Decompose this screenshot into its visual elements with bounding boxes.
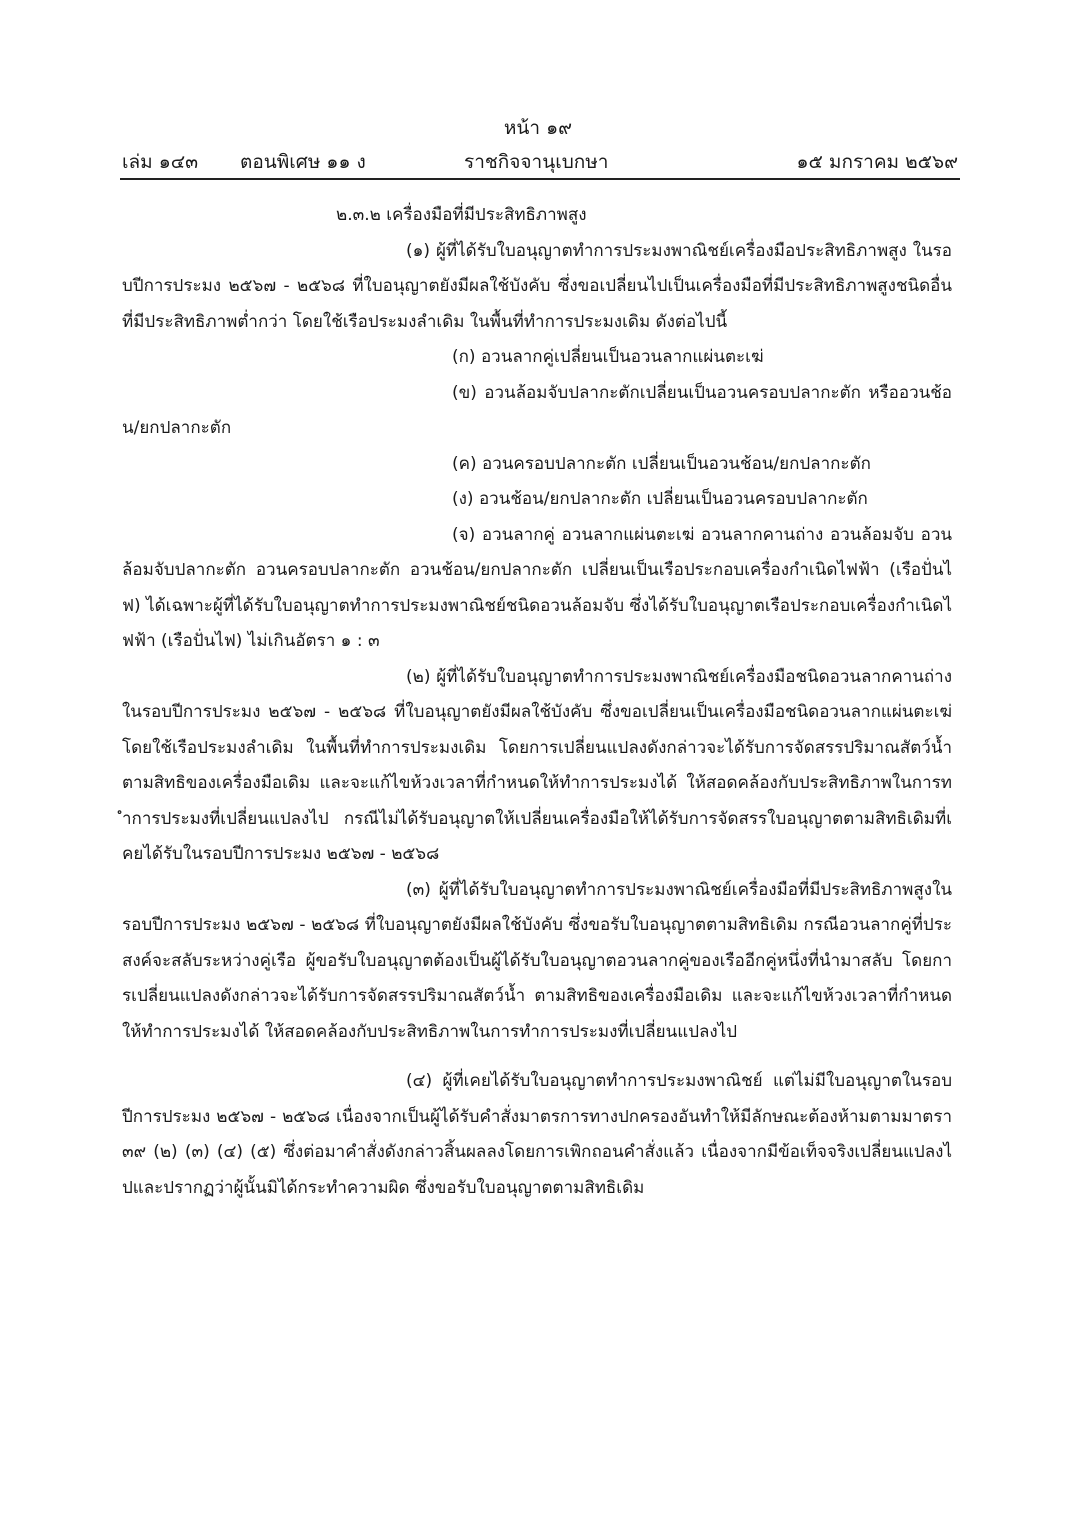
gazette-name: ราชกิจจานุเบกษา xyxy=(464,151,609,173)
paragraph-spacer xyxy=(122,1050,952,1064)
paragraph-4: (๔) ผู้ที่เคยได้รับใบอนุญาตทำการประมงพาณิชย์ แต่ไม่มีใบอนุญาตในรอบปีการประมง ๒๕๖๗ - ๒๕๖๘ เนื่องจากเป็นผู้ได้รับคำสั่งมาตรการทางปกครองอันทำให้มีลักษณะต้องห้ามตามมาตรา ๓๙ (๒) (๓) (๔) (๕) ซึ่งต่อมาคำสั่งดังกล่าวสิ้นผลลงโดยการเพิกถอนคำสั่งแล้ว เนื่องจากมีข้อเท็จจริงเปลี่ยนแปลงไปและปรากฏว่าผู้นั้นมิได้กระทำความผิด ซึ่งขอรับใบอนุญาตตามสิทธิเดิม xyxy=(122,1071,952,1198)
issue-number: ตอนพิเศษ ๑๑ ง xyxy=(240,151,366,173)
paragraph-1: (๑) ผู้ที่ได้รับใบอนุญาตทำการประมงพาณิชย์เครื่องมือประสิทธิภาพสูง ในรอบปีการประมง ๒๕๖๗ - ๒๕๖๘ ที่ใบอนุญาตยังมีผลใช้บังคับ ซึ่งขอเปลี่ยนไปเป็นเครื่องมือที่มีประสิทธิภาพสูงชนิดอื่นที่มีประสิทธิภาพต่ำกว่า โดยใช้เรือประมงลำเดิม ในพื้นที่ทำการประมงเดิม ดังต่อไปนี้ xyxy=(122,240,952,332)
sub-item-ngo: (ง) อวนช้อน/ยกปลากะตัก เปลี่ยนเป็นอวนครอบปลากะตัก xyxy=(452,489,868,509)
document-body xyxy=(122,198,952,1206)
paragraph-3: (๓) ผู้ที่ได้รับใบอนุญาตทำการประมงพาณิชย์เครื่องมือที่มีประสิทธิภาพสูงในรอบปีการประมง ๒๕๖๗ - ๒๕๖๘ ที่ใบอนุญาตยังมีผลใช้บังคับ ซึ่งขอรับใบอนุญาตตามสิทธิเดิม กรณีอวนลากคู่ที่ประสงค์จะสลับระหว่างคู่เรือ ผู้ขอรับใบอนุญาตต้องเป็นผู้ได้รับใบอนุญาตอวนลากคู่ของเรืออีกคู่หนึ่งที่นำมาสลับ โดยการเปลี่ยนแปลงดังกล่าวจะได้รับการจัดสรรปริมาณสัตว์น้ำ ตามสิทธิของเครื่องมือเดิม และจะแก้ไขห้วงเวลาที่กำหนดให้ทำการประมงได้ ให้สอดคล้องกับประสิทธิภาพในการทำการประมงที่เปลี่ยนแปลงไป xyxy=(122,879,952,1042)
header-divider xyxy=(120,178,960,180)
page-number: หน้า ๑๙ xyxy=(503,117,573,139)
publication-date: ๑๕ มกราคม ๒๕๖๙ xyxy=(796,151,958,173)
sub-item-cho: (จ) อวนลากคู่ อวนลากแผ่นตะเฆ่ อวนลากคานถ่าง อวนล้อมจับ อวนล้อมจับปลากะตัก อวนครอบปลากะตัก อวนช้อน/ยกปลากะตัก เปลี่ยนเป็นเรือประกอบเครื่องกำเนิดไฟฟ้า (เรือปั่นไฟ) ได้เฉพาะผู้ที่ได้รับใบอนุญาตทำการประมงพาณิชย์ชนิดอวนล้อมจับ ซึ่งได้รับใบอนุญาตเรือประกอบเครื่องกำเนิดไฟฟ้า (เรือปั่นไฟ) ไม่เกินอัตรา ๑ : ๓ xyxy=(122,524,953,651)
sub-item-kho: (ค) อวนครอบปลากะตัก เปลี่ยนเป็นอวนช้อน/ยกปลากะตัก xyxy=(452,453,871,474)
sub-item-kh: (ข) อวนล้อมจับปลากะตักเปลี่ยนเป็นอวนครอบปลากะตัก หรืออวนช้อน/ยกปลากะตัก xyxy=(122,382,952,438)
sub-item-k: (ก) อวนลากคู่เปลี่ยนเป็นอวนลากแผ่นตะเฆ่ xyxy=(452,347,764,367)
paragraph-2: (๒) ผู้ที่ได้รับใบอนุญาตทำการประมงพาณิชย์เครื่องมือชนิดอวนลากคานถ่างในรอบปีการประมง ๒๕๖๗ - ๒๕๖๘ ที่ใบอนุญาตยังมีผลใช้บังคับ ซึ่งขอเปลี่ยนเป็นเครื่องมือชนิดอวนลากแผ่นตะเฆ่ โดยใช้เรือประมงลำเดิม ในพื้นที่ทำการประมงเดิม โดยการเปลี่ยนแปลงดังกล่าวจะได้รับการจัดสรรปริมาณสัตว์น้ำ ตามสิทธิของเครื่องมือเดิม และจะแก้ไขห้วงเวลาที่กำหนดให้ทำการประมงได้ ให้สอดคล้องกับประสิทธิภาพในการทำการประมงที่เปลี่ยนแปลงไป กรณีไม่ได้รับอนุญาตให้เปลี่ยนเครื่องมือให้ได้รับการจัดสรรใบอนุญาตตามสิทธิเดิมที่เคยได้รับในรอบปีการประมง ๒๕๖๗ - ๒๕๖๘ xyxy=(122,666,952,864)
volume-number: เล่ม ๑๔๓ xyxy=(122,151,199,173)
gazette-header xyxy=(122,150,958,176)
section-heading: ๒.๓.๒ เครื่องมือที่มีประสิทธิภาพสูง xyxy=(336,205,587,225)
